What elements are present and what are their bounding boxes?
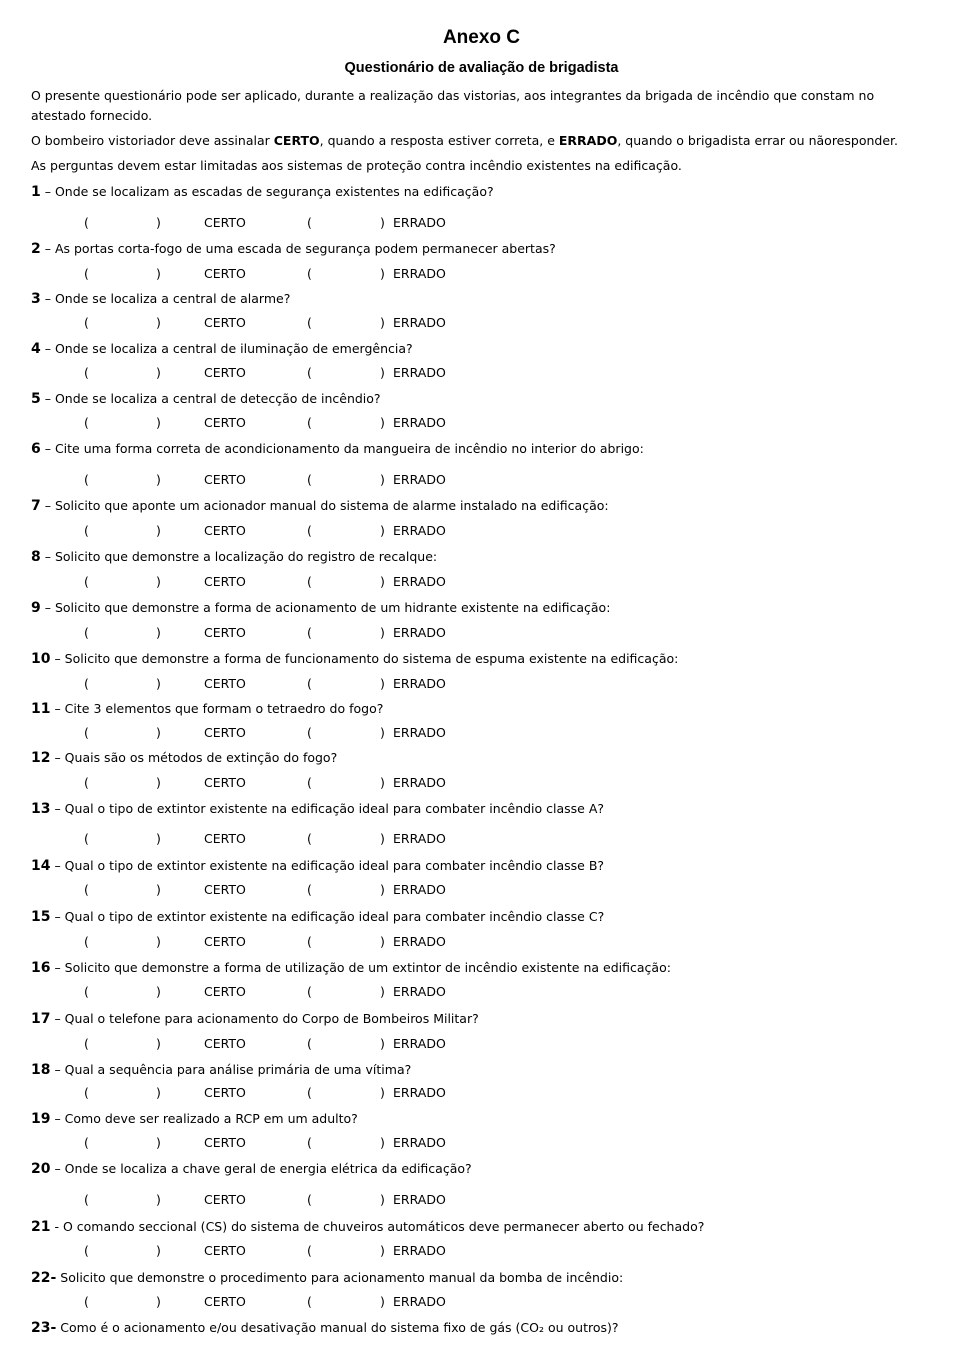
certo-paren-open[interactable]: ( <box>84 315 89 330</box>
question-item <box>31 1319 951 1337</box>
certo-paren-close[interactable]: ) <box>156 831 161 846</box>
errado-label: ERRADO <box>393 1294 446 1309</box>
errado-paren-close[interactable]: ) <box>380 625 385 640</box>
errado-label: ERRADO <box>393 1243 446 1258</box>
question-number: 16 <box>31 960 51 976</box>
question-number: 17 <box>31 1011 51 1027</box>
question-number: 5 <box>31 391 41 407</box>
errado-paren-open[interactable]: ( <box>307 215 312 230</box>
certo-label: CERTO <box>204 882 246 897</box>
question-number: 8 <box>31 549 41 565</box>
certo-label: CERTO <box>204 1192 246 1207</box>
question-number: 18 <box>31 1062 51 1078</box>
question-text: – Onde se localiza a central de iluminação de emergência? <box>40 341 413 356</box>
errado-label: ERRADO <box>393 365 446 380</box>
question-item <box>31 1010 951 1028</box>
certo-paren-open[interactable]: ( <box>84 1085 89 1100</box>
question-item <box>31 183 951 201</box>
errado-paren-close[interactable]: ) <box>380 1294 385 1309</box>
question-text: – Cite 3 elementos que formam o tetraedro do fogo? <box>50 701 384 716</box>
question-item <box>31 290 951 308</box>
question-number: 9 <box>31 600 41 616</box>
certo-paren-close[interactable]: ) <box>156 984 161 999</box>
certo-label: CERTO <box>204 215 246 230</box>
question-item <box>31 700 951 718</box>
errado-paren-open[interactable]: ( <box>307 523 312 538</box>
certo-label: CERTO <box>204 1036 246 1051</box>
question-item <box>31 1218 951 1236</box>
errado-paren-close[interactable]: ) <box>380 315 385 330</box>
question-item <box>31 240 951 258</box>
errado-label: ERRADO <box>393 1085 446 1100</box>
question-number: 7 <box>31 498 41 514</box>
question-number: 20 <box>31 1161 51 1177</box>
question-item <box>31 390 951 408</box>
errado-paren-open[interactable]: ( <box>307 1243 312 1258</box>
certo-paren-open[interactable]: ( <box>84 934 89 949</box>
certo-paren-close[interactable]: ) <box>156 775 161 790</box>
errado-label: ERRADO <box>393 472 446 487</box>
errado-paren-close[interactable]: ) <box>380 1135 385 1150</box>
certo-paren-open[interactable]: ( <box>84 1243 89 1258</box>
question-number: 1 <box>31 184 41 200</box>
certo-paren-close[interactable]: ) <box>156 676 161 691</box>
page-subtitle: Questionário de avaliação de brigadista <box>344 60 619 76</box>
question-item <box>31 548 951 566</box>
errado-paren-open[interactable]: ( <box>307 266 312 281</box>
errado-label: ERRADO <box>393 882 446 897</box>
certo-label: CERTO <box>204 472 246 487</box>
errado-paren-open[interactable]: ( <box>307 1036 312 1051</box>
errado-label: ERRADO <box>393 1192 446 1207</box>
question-text: – Cite uma forma correta de acondicionamento da mangueira de incêndio no interior do abrigo: <box>40 441 644 456</box>
certo-label: CERTO <box>204 831 246 846</box>
certo-paren-close[interactable]: ) <box>156 1036 161 1051</box>
errado-paren-close[interactable]: ) <box>380 984 385 999</box>
certo-paren-close[interactable]: ) <box>156 472 161 487</box>
certo-paren-open[interactable]: ( <box>84 1192 89 1207</box>
question-item <box>31 749 951 767</box>
errado-label: ERRADO <box>393 215 446 230</box>
certo-paren-close[interactable]: ) <box>156 934 161 949</box>
question-text: – Solicito que demonstre a localização do registro de recalque: <box>40 549 438 564</box>
question-number: 21 <box>31 1219 51 1235</box>
certo-label: CERTO <box>204 1294 246 1309</box>
question-item <box>31 1160 951 1178</box>
errado-label: ERRADO <box>393 831 446 846</box>
certo-label: CERTO <box>204 676 246 691</box>
question-item <box>31 440 951 458</box>
certo-label: CERTO <box>204 1243 246 1258</box>
certo-label: CERTO <box>204 574 246 589</box>
certo-paren-open[interactable]: ( <box>84 676 89 691</box>
instruction-paragraph <box>31 131 931 151</box>
errado-paren-close[interactable]: ) <box>380 574 385 589</box>
instruction-text-pre: O bombeiro vistoriador deve assinalar <box>31 133 274 148</box>
errado-paren-close[interactable]: ) <box>380 1036 385 1051</box>
certo-label: CERTO <box>204 315 246 330</box>
limit-note: As perguntas devem estar limitadas aos sistemas de proteção contra incêndio existentes na edificação. <box>31 158 682 173</box>
question-text: – Solicito que demonstre a forma de utilização de um extintor de incêndio existente na edificação: <box>50 960 671 975</box>
certo-label: CERTO <box>204 266 246 281</box>
errado-paren-close[interactable]: ) <box>380 831 385 846</box>
question-text: – Onde se localiza a central de detecção de incêndio? <box>40 391 381 406</box>
errado-label: ERRADO <box>393 1036 446 1051</box>
certo-paren-close[interactable]: ) <box>156 725 161 740</box>
errado-label: ERRADO <box>393 574 446 589</box>
errado-label: ERRADO <box>393 775 446 790</box>
errado-paren-open[interactable]: ( <box>307 1192 312 1207</box>
certo-label: CERTO <box>204 1135 246 1150</box>
question-text: – Qual a sequência para análise primária de uma vítima? <box>50 1062 412 1077</box>
errado-paren-close[interactable]: ) <box>380 934 385 949</box>
certo-paren-close[interactable]: ) <box>156 215 161 230</box>
question-text: – Onde se localiza a central de alarme? <box>40 291 291 306</box>
errado-paren-close[interactable]: ) <box>380 523 385 538</box>
certo-paren-close[interactable]: ) <box>156 1192 161 1207</box>
errado-paren-close[interactable]: ) <box>380 676 385 691</box>
question-number: 11 <box>31 701 51 717</box>
certo-paren-close[interactable]: ) <box>156 625 161 640</box>
errado-paren-close[interactable]: ) <box>380 472 385 487</box>
question-item <box>31 1110 951 1128</box>
errado-label: ERRADO <box>393 415 446 430</box>
certo-paren-close[interactable]: ) <box>156 266 161 281</box>
errado-paren-close[interactable]: ) <box>380 415 385 430</box>
certo-paren-close[interactable]: ) <box>156 315 161 330</box>
question-number: 19 <box>31 1111 51 1127</box>
certo-paren-open[interactable]: ( <box>84 984 89 999</box>
question-text: – Onde se localizam as escadas de segurança existentes na edificação? <box>40 184 494 199</box>
certo-label: CERTO <box>204 775 246 790</box>
question-text: – Solicito que demonstre a forma de acionamento de um hidrante existente na edificação: <box>40 600 611 615</box>
certo-label: CERTO <box>204 415 246 430</box>
question-text: – Qual o tipo de extintor existente na edificação ideal para combater incêndio classe A? <box>50 801 605 816</box>
errado-paren-close[interactable]: ) <box>380 775 385 790</box>
errado-paren-open[interactable]: ( <box>307 365 312 380</box>
errado-paren-open[interactable]: ( <box>307 676 312 691</box>
certo-paren-open[interactable]: ( <box>84 523 89 538</box>
errado-paren-open[interactable]: ( <box>307 1294 312 1309</box>
question-number: 4 <box>31 341 41 357</box>
question-item <box>31 650 951 668</box>
certo-label: CERTO <box>204 725 246 740</box>
certo-label: CERTO <box>204 625 246 640</box>
question-text: – Quais são os métodos de extinção do fogo? <box>50 750 338 765</box>
errado-paren-open[interactable]: ( <box>307 775 312 790</box>
errado-label: ERRADO <box>393 676 446 691</box>
question-item <box>31 340 951 358</box>
errado-label: ERRADO <box>393 523 446 538</box>
question-text: Solicito que demonstre o procedimento para acionamento manual da bomba de incêndio: <box>56 1270 624 1285</box>
errado-label: ERRADO <box>393 934 446 949</box>
errado-paren-open[interactable]: ( <box>307 415 312 430</box>
errado-label: ERRADO <box>393 984 446 999</box>
question-text: - O comando seccional (CS) do sistema de chuveiros automáticos deve permanecer aberto ou fechado? <box>50 1219 705 1234</box>
certo-paren-close[interactable]: ) <box>156 574 161 589</box>
errado-paren-close[interactable]: ) <box>380 1243 385 1258</box>
question-item <box>31 599 951 617</box>
question-number: 22- <box>31 1270 57 1286</box>
errado-paren-open[interactable]: ( <box>307 831 312 846</box>
certo-paren-open[interactable]: ( <box>84 625 89 640</box>
errado-label: ERRADO <box>393 725 446 740</box>
question-number: 14 <box>31 858 51 874</box>
instruction-certo: CERTO <box>273 133 320 148</box>
errado-label: ERRADO <box>393 315 446 330</box>
certo-paren-open[interactable]: ( <box>84 574 89 589</box>
instruction-text-mid: , quando a resposta estiver correta, e <box>319 133 559 148</box>
intro-paragraph: O presente questionário pode ser aplicado, durante a realização das vistorias, aos integrantes da brigada de incêndio que constam no atestado fornecido. <box>31 88 875 123</box>
certo-paren-open[interactable]: ( <box>84 725 89 740</box>
question-number: 23- <box>31 1320 57 1336</box>
errado-paren-open[interactable]: ( <box>307 574 312 589</box>
question-text: – Qual o telefone para acionamento do Corpo de Bombeiros Militar? <box>50 1011 479 1026</box>
instruction-errado: ERRADO <box>558 133 618 148</box>
errado-label: ERRADO <box>393 1135 446 1150</box>
certo-paren-close[interactable]: ) <box>156 1135 161 1150</box>
certo-paren-open[interactable]: ( <box>84 215 89 230</box>
question-item <box>31 857 951 875</box>
question-text: – Solicito que demonstre a forma de funcionamento do sistema de espuma existente na edificação: <box>50 651 679 666</box>
instruction-text-post: , quando o brigadista errar ou nãoresponder. <box>617 133 898 148</box>
certo-label: CERTO <box>204 1085 246 1100</box>
certo-paren-close[interactable]: ) <box>156 523 161 538</box>
errado-paren-open[interactable]: ( <box>307 315 312 330</box>
errado-label: ERRADO <box>393 625 446 640</box>
question-item <box>31 908 951 926</box>
question-text: – Qual o tipo de extintor existente na edificação ideal para combater incêndio classe C? <box>50 909 605 924</box>
errado-paren-close[interactable]: ) <box>380 365 385 380</box>
question-text: Como é o acionamento e/ou desativação manual do sistema fixo de gás (CO₂ ou outros)? <box>56 1320 619 1335</box>
page-title: Anexo C <box>442 27 521 48</box>
errado-paren-open[interactable]: ( <box>307 934 312 949</box>
errado-paren-close[interactable]: ) <box>380 266 385 281</box>
certo-label: CERTO <box>204 365 246 380</box>
errado-paren-open[interactable]: ( <box>307 725 312 740</box>
errado-paren-open[interactable]: ( <box>307 1085 312 1100</box>
question-number: 2 <box>31 241 41 257</box>
certo-paren-open[interactable]: ( <box>84 472 89 487</box>
question-text: – Qual o tipo de extintor existente na edificação ideal para combater incêndio classe B? <box>50 858 605 873</box>
errado-paren-close[interactable]: ) <box>380 725 385 740</box>
errado-label: ERRADO <box>393 266 446 281</box>
question-item <box>31 959 951 977</box>
question-number: 15 <box>31 909 51 925</box>
question-item <box>31 497 951 515</box>
question-number: 10 <box>31 651 51 667</box>
errado-paren-open[interactable]: ( <box>307 882 312 897</box>
certo-paren-close[interactable]: ) <box>156 365 161 380</box>
certo-label: CERTO <box>204 984 246 999</box>
certo-paren-open[interactable]: ( <box>84 365 89 380</box>
errado-paren-close[interactable]: ) <box>380 215 385 230</box>
certo-paren-close[interactable]: ) <box>156 1085 161 1100</box>
certo-paren-open[interactable]: ( <box>84 882 89 897</box>
question-item <box>31 800 951 818</box>
question-text: – Solicito que aponte um acionador manual do sistema de alarme instalado na edificação: <box>40 498 609 513</box>
certo-paren-open[interactable]: ( <box>84 266 89 281</box>
question-number: 6 <box>31 441 41 457</box>
errado-paren-open[interactable]: ( <box>307 625 312 640</box>
certo-label: CERTO <box>204 934 246 949</box>
certo-paren-open[interactable]: ( <box>84 1036 89 1051</box>
question-text: – As portas corta-fogo de uma escada de segurança podem permanecer abertas? <box>40 241 556 256</box>
certo-paren-close[interactable]: ) <box>156 415 161 430</box>
errado-paren-open[interactable]: ( <box>307 472 312 487</box>
question-number: 3 <box>31 291 41 307</box>
errado-paren-close[interactable]: ) <box>380 1192 385 1207</box>
certo-paren-close[interactable]: ) <box>156 1243 161 1258</box>
question-text: – Onde se localiza a chave geral de energia elétrica da edificação? <box>50 1161 472 1176</box>
certo-paren-close[interactable]: ) <box>156 1294 161 1309</box>
question-item <box>31 1269 951 1287</box>
question-item <box>31 1061 951 1079</box>
errado-paren-open[interactable]: ( <box>307 984 312 999</box>
certo-paren-open[interactable]: ( <box>84 1135 89 1150</box>
errado-paren-close[interactable]: ) <box>380 1085 385 1100</box>
certo-paren-open[interactable]: ( <box>84 1294 89 1309</box>
errado-paren-close[interactable]: ) <box>380 882 385 897</box>
question-number: 12 <box>31 750 51 766</box>
certo-label: CERTO <box>204 523 246 538</box>
certo-paren-open[interactable]: ( <box>84 831 89 846</box>
question-number: 13 <box>31 801 51 817</box>
question-text: – Como deve ser realizado a RCP em um adulto? <box>50 1111 358 1126</box>
certo-paren-open[interactable]: ( <box>84 415 89 430</box>
certo-paren-open[interactable]: ( <box>84 775 89 790</box>
certo-paren-close[interactable]: ) <box>156 882 161 897</box>
errado-paren-open[interactable]: ( <box>307 1135 312 1150</box>
